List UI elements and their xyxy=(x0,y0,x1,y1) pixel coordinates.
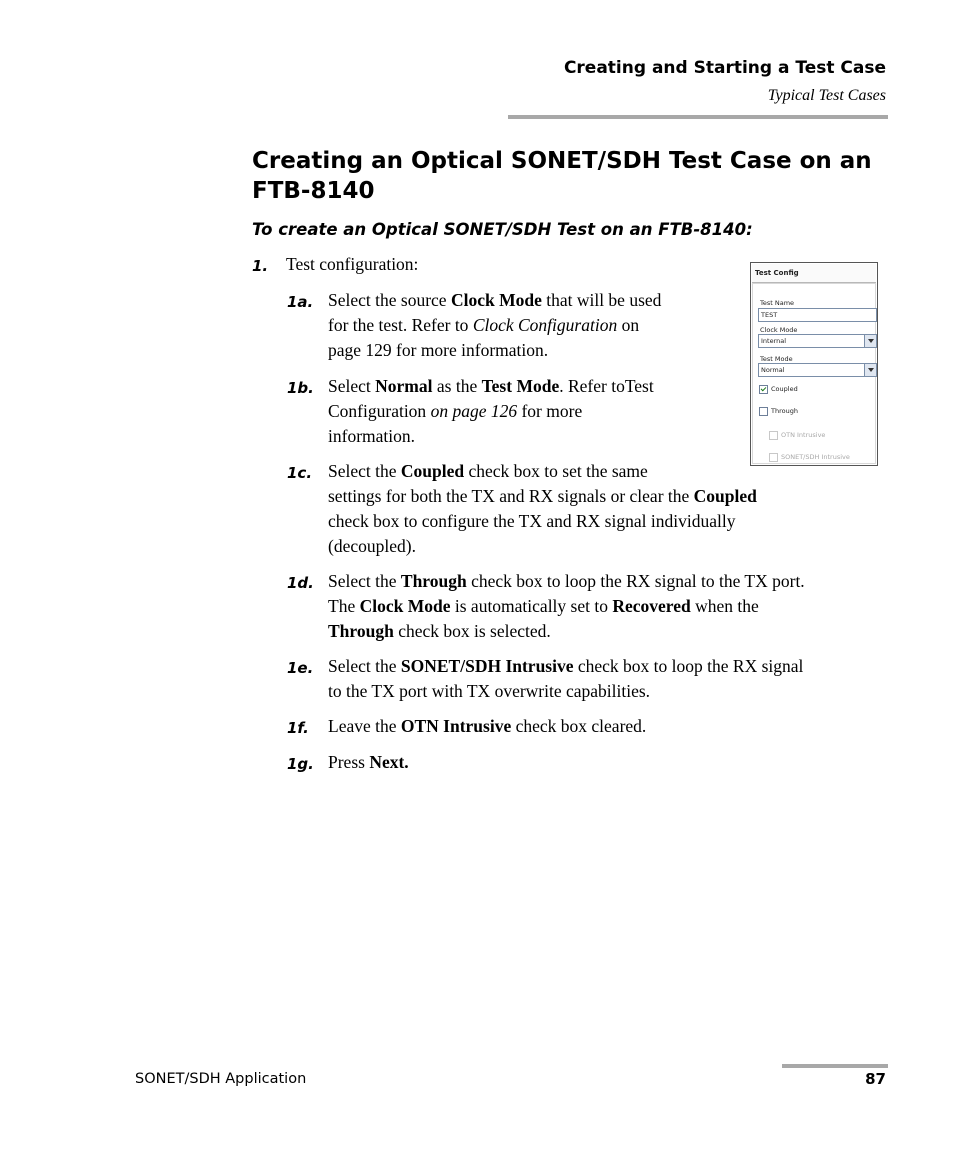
coupled-label: Coupled xyxy=(771,385,798,393)
substep-number: 1e. xyxy=(287,659,314,677)
text-run: information. xyxy=(328,426,415,446)
bold-term: Normal xyxy=(375,376,433,396)
text-run: settings for both the TX and RX signals or clear the xyxy=(328,486,694,506)
otn-intrusive-label: OTN Intrusive xyxy=(781,431,826,439)
substep-number: 1d. xyxy=(287,574,314,592)
substep-line xyxy=(328,288,661,313)
text-run: Press xyxy=(328,752,370,772)
text-run: as the xyxy=(432,376,482,396)
bold-term: Through xyxy=(400,571,467,591)
procedure-heading: To create an Optical SONET/SDH Test on an FTB-8140: xyxy=(252,220,753,239)
substep-number: 1a. xyxy=(287,293,314,311)
footer-rule xyxy=(782,1064,888,1068)
test-mode-label: Test Mode xyxy=(760,355,793,363)
chevron-down-icon[interactable] xyxy=(864,364,876,376)
panel-titlebar xyxy=(752,264,876,283)
bold-term: Next. xyxy=(369,752,409,772)
substep-line xyxy=(328,338,548,363)
text-run: check box cleared. xyxy=(511,716,647,736)
bold-term: Coupled xyxy=(693,486,757,506)
text-run: The xyxy=(328,596,360,616)
bold-term: Recovered xyxy=(612,596,691,616)
clock-mode-label: Clock Mode xyxy=(760,326,798,334)
test-name-field[interactable] xyxy=(758,308,877,322)
clock-mode-select[interactable] xyxy=(758,334,877,348)
text-run: check box to loop the RX signal to the TX port. xyxy=(466,571,805,591)
bold-term: SONET/SDH Intrusive xyxy=(400,656,574,676)
through-label: Through xyxy=(771,407,798,415)
bold-term: OTN Intrusive xyxy=(400,716,512,736)
test-name-value: TEST xyxy=(761,311,778,319)
text-run: Select the source xyxy=(328,290,451,310)
text-run: check box is selected. xyxy=(393,621,551,641)
panel-title: Test Config xyxy=(755,269,799,277)
substep-number: 1c. xyxy=(287,464,313,482)
substep-line xyxy=(328,313,639,338)
substep-number: 1b. xyxy=(287,379,314,397)
text-run: when the xyxy=(690,596,759,616)
substep-line xyxy=(328,534,416,559)
text-run: Select the xyxy=(328,461,401,481)
text-run: is automatically set to xyxy=(450,596,613,616)
text-run: to the TX port with TX overwrite capabilities. xyxy=(328,681,651,701)
clock-mode-value: Internal xyxy=(761,337,787,345)
substep-line xyxy=(328,374,654,399)
otn-intrusive-checkbox[interactable] xyxy=(769,431,778,440)
test-config-screenshot xyxy=(750,262,878,466)
section-heading xyxy=(252,146,892,206)
substep-line xyxy=(328,750,409,775)
test-name-label: Test Name xyxy=(760,299,795,307)
running-header-title: Creating and Starting a Test Case xyxy=(563,58,886,78)
step-text: Test configuration: xyxy=(286,254,419,274)
through-checkbox[interactable] xyxy=(759,407,768,416)
substep-line xyxy=(328,569,805,594)
italic-reference: on page 126 xyxy=(430,401,518,421)
text-run: that will be used xyxy=(541,290,662,310)
text-run: Leave the xyxy=(328,716,401,736)
substep-line xyxy=(328,459,648,484)
text-run: (decoupled). xyxy=(328,536,416,556)
substep-line xyxy=(328,424,415,449)
test-mode-select[interactable] xyxy=(758,363,877,377)
bold-term: Through xyxy=(328,621,394,641)
text-run: Select the xyxy=(328,656,401,676)
text-run: . Refer toTest xyxy=(559,376,654,396)
substep-line xyxy=(328,619,551,644)
substep-line xyxy=(328,654,803,679)
bold-term: Test Mode xyxy=(481,376,560,396)
bold-term: Clock Mode xyxy=(359,596,451,616)
italic-reference: Clock Configuration xyxy=(472,315,618,335)
text-run: Configuration xyxy=(328,401,431,421)
chevron-down-icon[interactable] xyxy=(864,335,876,347)
substep-line xyxy=(328,714,646,739)
substep-line xyxy=(328,509,735,534)
header-rule xyxy=(508,115,888,119)
panel-body xyxy=(752,283,876,464)
text-run: Select xyxy=(328,376,376,396)
text-run: check box to configure the TX and RX signal individually xyxy=(328,511,736,531)
text-run: check box to loop the RX signal xyxy=(573,656,804,676)
text-run: for more xyxy=(517,401,583,421)
bold-term: Clock Mode xyxy=(450,290,542,310)
text-run: Select the xyxy=(328,571,401,591)
substep-line xyxy=(328,679,650,704)
section-heading-line1: Creating an Optical SONET/SDH Test Case on an xyxy=(252,148,872,174)
substep-number: 1f. xyxy=(287,719,309,737)
substep-number: 1g. xyxy=(287,755,314,773)
text-run: check box to set the same xyxy=(464,461,648,481)
running-header-subtitle: Typical Test Cases xyxy=(767,87,886,104)
substep-line xyxy=(328,594,759,619)
bold-term: Coupled xyxy=(400,461,465,481)
substep-line xyxy=(328,484,757,509)
substep-line xyxy=(328,399,582,424)
footer-section-name: SONET/SDH Application xyxy=(135,1071,307,1087)
sonet-intrusive-label: SONET/SDH Intrusive xyxy=(781,453,850,461)
section-heading-line2: FTB-8140 xyxy=(252,178,375,204)
sonet-intrusive-checkbox[interactable] xyxy=(769,453,778,462)
text-run: on xyxy=(617,315,640,335)
test-mode-value: Normal xyxy=(761,366,785,374)
page-number: 87 xyxy=(865,1070,886,1088)
step-number: 1. xyxy=(252,257,269,275)
text-run: page 129 for more information. xyxy=(328,340,549,360)
coupled-checkbox[interactable] xyxy=(759,385,768,394)
text-run: for the test. Refer to xyxy=(328,315,473,335)
